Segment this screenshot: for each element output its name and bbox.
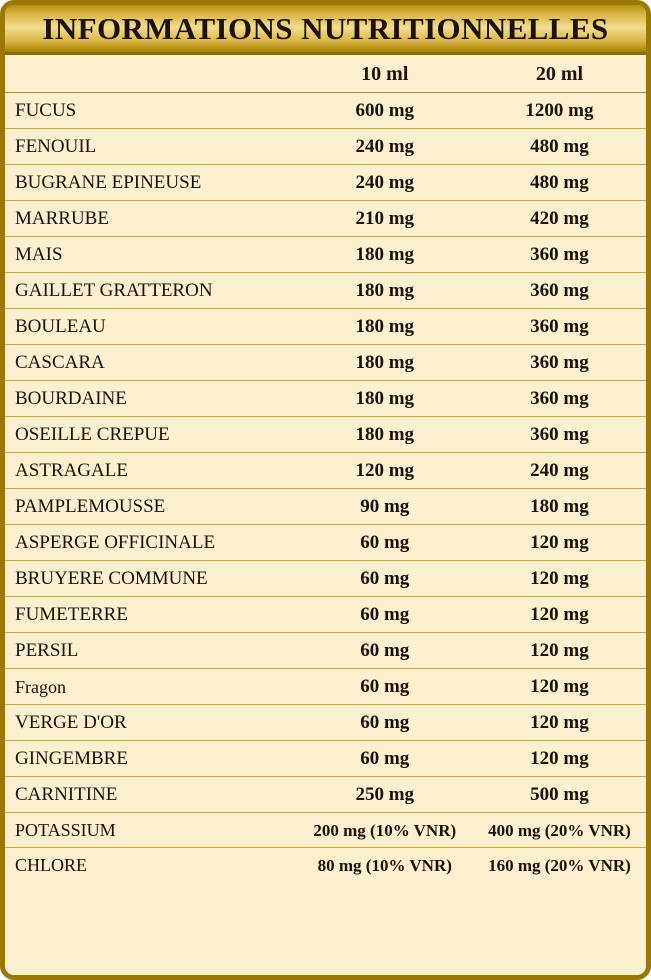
ingredient-name: VERGE D'OR (5, 705, 297, 741)
table-row (5, 201, 646, 237)
dose-20ml: 120 mg (473, 705, 646, 741)
dose-20ml: 360 mg (473, 309, 646, 345)
column-header-dose-20ml: 20 ml (473, 55, 646, 93)
dose-10ml: 90 mg (297, 489, 473, 525)
dose-20ml: 480 mg (473, 165, 646, 201)
table-row (5, 309, 646, 345)
dose-20ml: 1200 mg (473, 93, 646, 129)
table-row (5, 813, 646, 848)
ingredient-name: BRUYERE COMMUNE (5, 561, 297, 597)
dose-20ml: 360 mg (473, 417, 646, 453)
table-row (5, 273, 646, 309)
table-body (5, 93, 646, 883)
column-header-dose-10ml: 10 ml (297, 55, 473, 93)
dose-20ml: 120 mg (473, 525, 646, 561)
dose-10ml: 60 mg (297, 705, 473, 741)
table-row (5, 453, 646, 489)
table-row (5, 848, 646, 883)
table-row (5, 741, 646, 777)
column-header-ingredient (5, 55, 297, 93)
table-row (5, 237, 646, 273)
ingredient-name: CASCARA (5, 345, 297, 381)
ingredient-name: FUMETERRE (5, 597, 297, 633)
ingredient-name: CHLORE (5, 848, 297, 883)
page-title: INFORMATIONS NUTRITIONNELLES (42, 11, 609, 46)
dose-10ml: 180 mg (297, 381, 473, 417)
dose-10ml: 60 mg (297, 741, 473, 777)
dose-10ml: 180 mg (297, 417, 473, 453)
ingredient-name: FUCUS (5, 93, 297, 129)
table-row (5, 93, 646, 129)
table-row (5, 597, 646, 633)
ingredient-name: PERSIL (5, 633, 297, 669)
dose-10ml: 60 mg (297, 669, 473, 705)
dose-20ml: 360 mg (473, 273, 646, 309)
table-row (5, 165, 646, 201)
ingredient-name: GINGEMBRE (5, 741, 297, 777)
dose-10ml: 240 mg (297, 129, 473, 165)
dose-10ml: 60 mg (297, 525, 473, 561)
dose-20ml: 360 mg (473, 237, 646, 273)
ingredient-name: MARRUBE (5, 201, 297, 237)
dose-10ml: 210 mg (297, 201, 473, 237)
dose-10ml: 600 mg (297, 93, 473, 129)
table-row (5, 561, 646, 597)
dose-20ml: 500 mg (473, 777, 646, 813)
ingredient-name: GAILLET GRATTERON (5, 273, 297, 309)
dose-20ml: 120 mg (473, 597, 646, 633)
dose-20ml: 120 mg (473, 669, 646, 705)
ingredient-name: Fragon (5, 669, 297, 705)
dose-10ml: 250 mg (297, 777, 473, 813)
ingredient-name: OSEILLE CREPUE (5, 417, 297, 453)
dose-10ml: 240 mg (297, 165, 473, 201)
table-row (5, 525, 646, 561)
table-header (5, 55, 646, 93)
dose-20ml: 400 mg (20% VNR) (473, 813, 646, 848)
table-row (5, 129, 646, 165)
ingredient-name: ASTRAGALE (5, 453, 297, 489)
dose-10ml: 120 mg (297, 453, 473, 489)
ingredient-name: CARNITINE (5, 777, 297, 813)
dose-10ml: 200 mg (10% VNR) (297, 813, 473, 848)
dose-10ml: 180 mg (297, 345, 473, 381)
ingredient-name: BOULEAU (5, 309, 297, 345)
ingredient-name: MAIS (5, 237, 297, 273)
dose-10ml: 180 mg (297, 237, 473, 273)
dose-20ml: 160 mg (20% VNR) (473, 848, 646, 883)
dose-20ml: 120 mg (473, 741, 646, 777)
dose-10ml: 180 mg (297, 273, 473, 309)
table-row (5, 633, 646, 669)
table-row (5, 705, 646, 741)
ingredient-name: ASPERGE OFFICINALE (5, 525, 297, 561)
table-row (5, 345, 646, 381)
dose-10ml: 60 mg (297, 597, 473, 633)
ingredient-name: POTASSIUM (5, 813, 297, 848)
table-row (5, 669, 646, 705)
dose-10ml: 80 mg (10% VNR) (297, 848, 473, 883)
ingredient-name: FENOUIL (5, 129, 297, 165)
dose-10ml: 60 mg (297, 633, 473, 669)
ingredient-name: BOURDAINE (5, 381, 297, 417)
panel-header (5, 5, 646, 55)
nutrition-table (5, 55, 646, 882)
dose-20ml: 420 mg (473, 201, 646, 237)
table-row (5, 777, 646, 813)
dose-10ml: 60 mg (297, 561, 473, 597)
ingredient-name: BUGRANE EPINEUSE (5, 165, 297, 201)
table-row (5, 489, 646, 525)
dose-20ml: 180 mg (473, 489, 646, 525)
dose-10ml: 180 mg (297, 309, 473, 345)
dose-20ml: 360 mg (473, 381, 646, 417)
dose-20ml: 120 mg (473, 561, 646, 597)
table-row (5, 381, 646, 417)
dose-20ml: 120 mg (473, 633, 646, 669)
dose-20ml: 240 mg (473, 453, 646, 489)
ingredient-name: PAMPLEMOUSSE (5, 489, 297, 525)
dose-20ml: 480 mg (473, 129, 646, 165)
table-row (5, 417, 646, 453)
dose-20ml: 360 mg (473, 345, 646, 381)
table-header-row (5, 55, 646, 93)
